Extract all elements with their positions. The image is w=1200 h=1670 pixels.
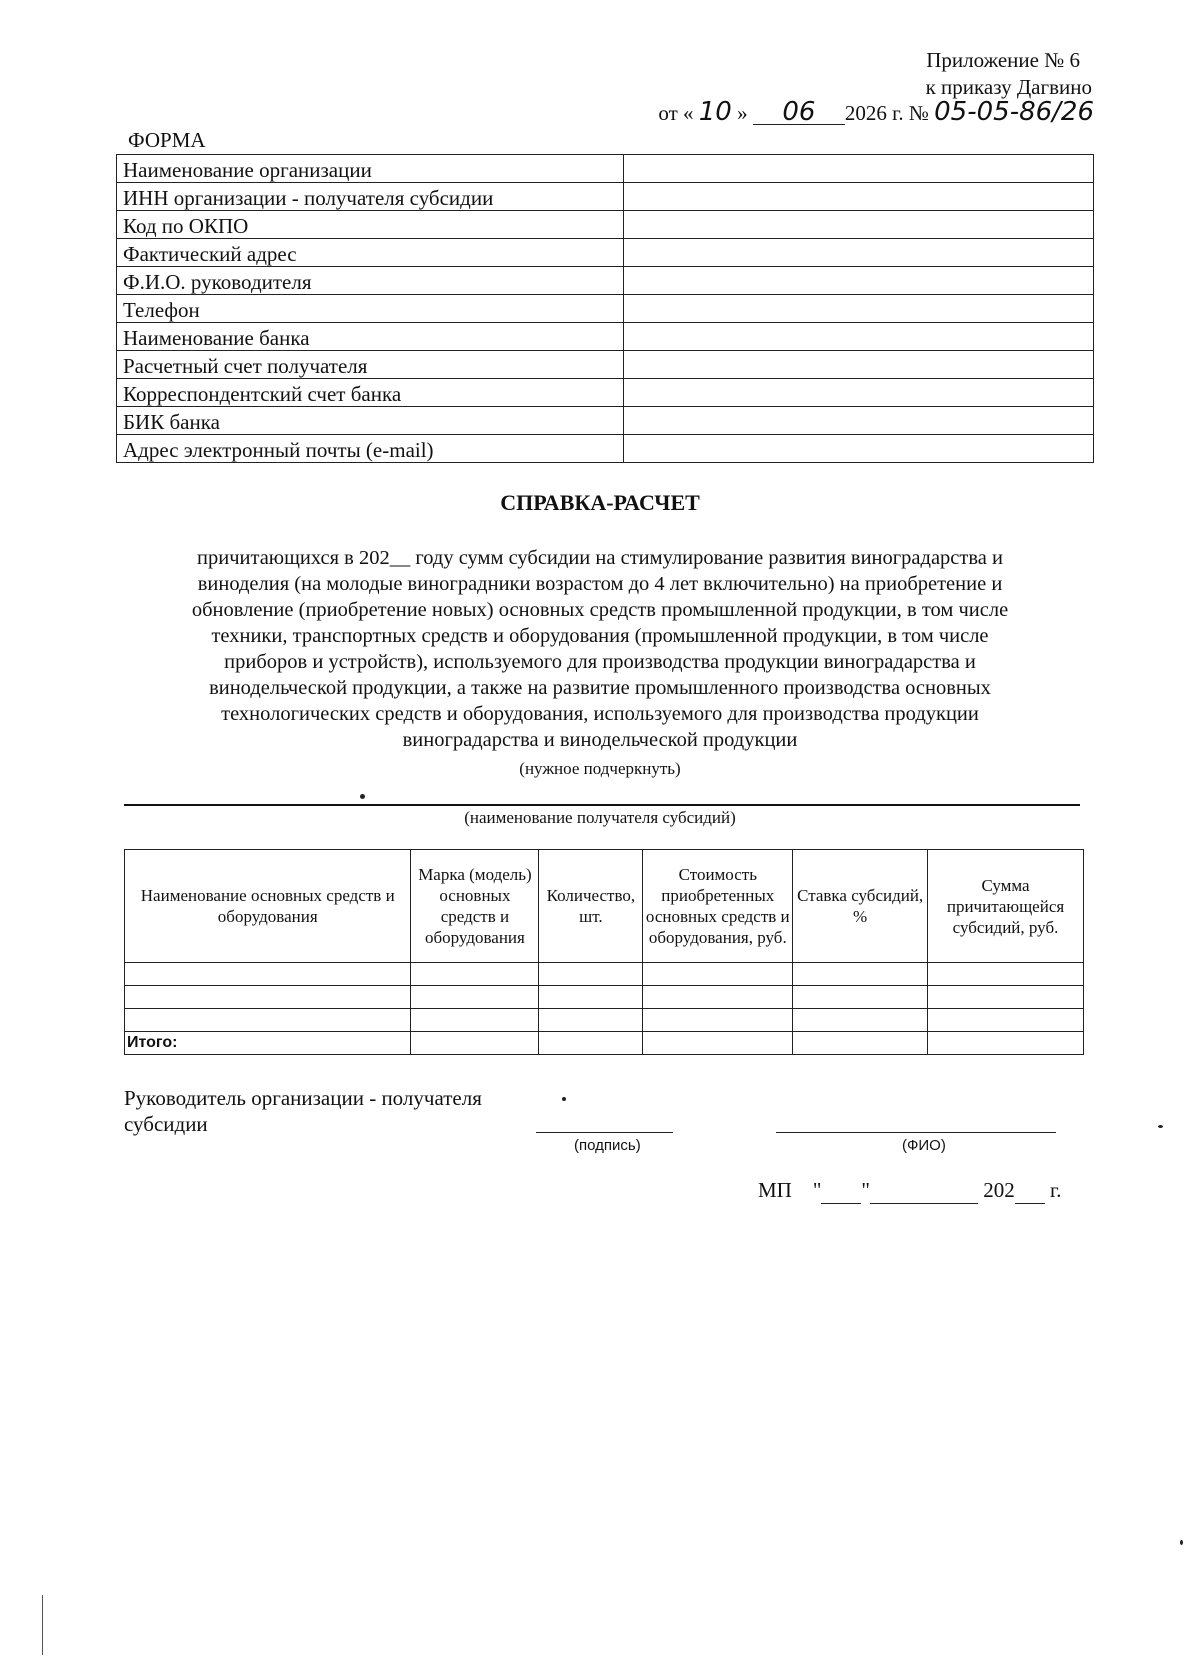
day-blank (821, 1178, 861, 1204)
description-line: технологических средств и оборудования, используемого для производства продукции (221, 703, 979, 725)
col-header-model: Марка (модель) основных средств и оборудования (411, 850, 539, 963)
org-field-label: ИНН организации - получателя субсидии (117, 183, 624, 211)
recipient-name-line (124, 804, 1080, 806)
org-field-label: Адрес электронный почты (e-mail) (117, 435, 624, 463)
col-header-rate: Ставка субсидий, % (793, 850, 928, 963)
signer-label: Руководитель организации - получателя субсидии (124, 1086, 482, 1136)
org-field-value[interactable] (624, 211, 1094, 239)
org-field-value[interactable] (624, 435, 1094, 463)
total-label: Итого: (125, 1032, 411, 1055)
org-field-row (117, 435, 1094, 463)
org-field-value[interactable] (624, 183, 1094, 211)
org-field-value[interactable] (624, 295, 1094, 323)
year-blank (1015, 1178, 1045, 1204)
description-line: обновление (приобретение новых) основных средств промышленной продукции, в том числе (191, 599, 1009, 621)
quote-open: " (812, 1178, 822, 1202)
seal-label: МП (758, 1178, 792, 1202)
org-field-row (117, 407, 1094, 435)
order-reference: к приказу Дагвино (925, 75, 1092, 99)
fio-caption: (ФИО) (902, 1137, 946, 1154)
description-line: виноделия (на молодые виноградники возрастом до 4 лет включительно) на приобретение и (197, 573, 1003, 595)
org-field-value[interactable] (624, 379, 1094, 407)
org-field-label: Расчетный счет получателя (117, 351, 624, 379)
org-field-value[interactable] (624, 239, 1094, 267)
table-cell[interactable] (125, 1009, 411, 1032)
scan-speck (1158, 1125, 1163, 1128)
col-header-cost: Стоимость приобретенных основных средств и оборудования, руб. (643, 850, 793, 963)
month-blank (870, 1178, 978, 1204)
scan-speck (360, 794, 365, 799)
order-year: 2026 г. № (844, 101, 929, 125)
year-prefix: 202 (983, 1178, 1015, 1202)
table-cell[interactable] (643, 1009, 793, 1032)
total-cell[interactable] (928, 1032, 1084, 1055)
total-cell[interactable] (411, 1032, 539, 1055)
description-line: приборов и устройств), используемого для производства продукции виноградарства и (224, 651, 976, 673)
col-header-subsidy-sum: Сумма причитающейся субсидий, руб. (928, 850, 1084, 963)
date-mid: » (737, 101, 748, 125)
recipient-caption: (наименование получателя субсидий) (464, 808, 736, 827)
order-date-line (658, 97, 1094, 127)
appendix-number: Приложение № 6 (926, 48, 1080, 72)
table-cell[interactable] (643, 986, 793, 1009)
total-row (125, 1032, 1084, 1055)
total-cell[interactable] (643, 1032, 793, 1055)
org-field-row (117, 379, 1094, 407)
org-field-label: Код по ОКПО (117, 211, 624, 239)
table-cell[interactable] (539, 986, 643, 1009)
org-field-row (117, 211, 1094, 239)
org-field-label: Фактический адрес (117, 239, 624, 267)
table-cell[interactable] (411, 963, 539, 986)
org-field-label: Наименование организации (117, 155, 624, 183)
description-line: техники, транспортных средств и оборудования (промышленной продукции, в том числе (211, 625, 989, 647)
table-cell[interactable] (539, 963, 643, 986)
total-cell[interactable] (539, 1032, 643, 1055)
org-field-label: БИК банка (117, 407, 624, 435)
org-field-row (117, 323, 1094, 351)
org-field-row (117, 351, 1094, 379)
signature-caption: (подпись) (574, 1137, 641, 1154)
description-line: винодельческой продукции, а также на развитие промышленного производства основных (209, 677, 991, 699)
description (120, 545, 1080, 753)
col-header-quantity: Количество, шт. (539, 850, 643, 963)
scan-edge-mark (42, 1595, 43, 1655)
document-title: СПРАВКА-РАСЧЕТ (500, 490, 700, 515)
table-header-row (125, 850, 1084, 963)
table-row (125, 963, 1084, 986)
table-cell[interactable] (793, 986, 928, 1009)
order-day: 10 (698, 97, 732, 127)
description-line: виноградарства и винодельческой продукции (402, 729, 798, 751)
description-line: причитающихся в 202__ году сумм субсидии на стимулирование развития виноградарства и (197, 547, 1003, 569)
total-cell[interactable] (793, 1032, 928, 1055)
underline-note: (нужное подчеркнуть) (519, 759, 681, 778)
org-field-row (117, 183, 1094, 211)
org-field-label: Корреспондентский счет банка (117, 379, 624, 407)
quote-close: " (861, 1178, 870, 1202)
table-cell[interactable] (411, 1009, 539, 1032)
table-cell[interactable] (793, 963, 928, 986)
org-field-value[interactable] (624, 351, 1094, 379)
org-field-value[interactable] (624, 323, 1094, 351)
org-field-label: Наименование банка (117, 323, 624, 351)
signature-line (536, 1132, 673, 1133)
form-label: ФОРМА (128, 128, 206, 152)
organization-info-table (116, 154, 1094, 463)
table-cell[interactable] (928, 963, 1084, 986)
table-cell[interactable] (125, 963, 411, 986)
fio-line (776, 1132, 1056, 1133)
org-field-label: Телефон (117, 295, 624, 323)
org-field-row (117, 295, 1094, 323)
seal-date-line (758, 1178, 1062, 1204)
date-prefix: от « (658, 101, 694, 125)
org-field-row (117, 155, 1094, 183)
org-field-label: Ф.И.О. руководителя (117, 267, 624, 295)
order-month: 06 (753, 100, 845, 125)
table-cell[interactable] (411, 986, 539, 1009)
col-header-name: Наименование основных средств и оборудования (125, 850, 411, 963)
year-suffix: г. (1050, 1178, 1062, 1202)
scan-speck (562, 1097, 566, 1101)
table-row (125, 1009, 1084, 1032)
subsidy-table (124, 849, 1084, 1055)
org-field-value[interactable] (624, 155, 1094, 183)
scan-speck (1180, 1540, 1183, 1545)
table-cell[interactable] (928, 1009, 1084, 1032)
org-field-value[interactable] (624, 407, 1094, 435)
org-field-value[interactable] (624, 267, 1094, 295)
table-cell[interactable] (539, 1009, 643, 1032)
table-cell[interactable] (928, 986, 1084, 1009)
table-cell[interactable] (125, 986, 411, 1009)
table-cell[interactable] (643, 963, 793, 986)
table-row (125, 986, 1084, 1009)
org-field-row (117, 267, 1094, 295)
order-number: 05-05-86/26 (934, 97, 1094, 127)
org-field-row (117, 239, 1094, 267)
table-cell[interactable] (793, 1009, 928, 1032)
